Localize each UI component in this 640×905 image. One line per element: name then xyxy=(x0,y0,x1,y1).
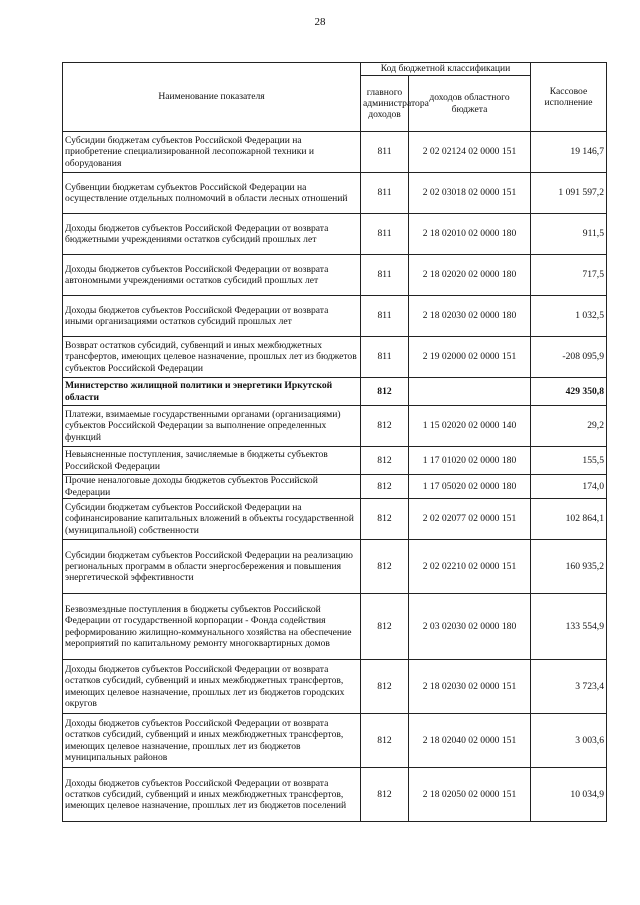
revenue-code-cell: 1 17 01020 02 0000 180 xyxy=(409,447,531,475)
revenue-code-cell: 2 02 02077 02 0000 151 xyxy=(409,499,531,540)
table-row xyxy=(63,406,607,447)
amount-cell: 1 032,5 xyxy=(531,296,607,337)
admin-code-cell: 812 xyxy=(361,714,409,768)
table-row xyxy=(63,714,607,768)
amount-cell: 717,5 xyxy=(531,255,607,296)
indicator-name-cell: Прочие неналоговые доходы бюджетов субъектов Российской Федерации xyxy=(63,475,361,499)
indicator-name-cell: Министерство жилищной политики и энергетики Иркутской области xyxy=(63,378,361,406)
admin-code-cell: 812 xyxy=(361,406,409,447)
amount-cell: 160 935,2 xyxy=(531,540,607,594)
admin-code-cell: 812 xyxy=(361,447,409,475)
indicator-name-cell: Безвозмездные поступления в бюджеты субъектов Российской Федерации от государственной корпорации - Фонда содействия реформированию жилищно-коммунального хозяйства на обеспечение мероприятий по капитальному ремонту многоквартирных домов xyxy=(63,594,361,660)
amount-cell: 102 864,1 xyxy=(531,499,607,540)
revenue-code-cell: 2 19 02000 02 0000 151 xyxy=(409,337,531,378)
revenue-code-cell: 2 02 02210 02 0000 151 xyxy=(409,540,531,594)
indicator-name-cell: Субсидии бюджетам субъектов Российской Федерации на приобретение специализированной лесопожарной техники и оборудования xyxy=(63,132,361,173)
admin-code-cell: 812 xyxy=(361,660,409,714)
table-row xyxy=(63,447,607,475)
indicator-name-cell: Субсидии бюджетам субъектов Российской Федерации на софинансирование капитальных вложений в объекты государственной (муниципальной) собственности xyxy=(63,499,361,540)
revenue-code-cell: 1 15 02020 02 0000 140 xyxy=(409,406,531,447)
amount-cell: 10 034,9 xyxy=(531,768,607,822)
admin-code-cell: 812 xyxy=(361,499,409,540)
admin-code-cell: 811 xyxy=(361,337,409,378)
admin-code-cell: 811 xyxy=(361,255,409,296)
amount-cell: 1 091 597,2 xyxy=(531,173,607,214)
admin-code-cell: 812 xyxy=(361,594,409,660)
indicator-name-cell: Доходы бюджетов субъектов Российской Федерации от возврата остатков субсидий, субвенций и иных межбюджетных трансфертов, имеющих целевое назначение, прошлых лет из бюджетов городских округов xyxy=(63,660,361,714)
revenue-code-cell: 2 18 02040 02 0000 151 xyxy=(409,714,531,768)
table-row xyxy=(63,173,607,214)
revenue-code-cell: 2 02 02124 02 0000 151 xyxy=(409,132,531,173)
admin-code-cell: 812 xyxy=(361,540,409,594)
amount-cell: 429 350,8 xyxy=(531,378,607,406)
header-revenue-code: доходов областного бюджета xyxy=(409,76,531,132)
amount-cell: 19 146,7 xyxy=(531,132,607,173)
indicator-name-cell: Доходы бюджетов субъектов Российской Федерации от возврата иными организациями остатков субсидий прошлых лет xyxy=(63,296,361,337)
revenue-code-cell: 2 02 03018 02 0000 151 xyxy=(409,173,531,214)
admin-code-cell: 812 xyxy=(361,475,409,499)
page-number: 28 xyxy=(314,16,326,28)
header-name: Наименование показателя xyxy=(63,63,361,132)
indicator-name-cell: Доходы бюджетов субъектов Российской Федерации от возврата бюджетными учреждениями остатков субсидий прошлых лет xyxy=(63,214,361,255)
amount-cell: 174,0 xyxy=(531,475,607,499)
amount-cell: 3 723,4 xyxy=(531,660,607,714)
amount-cell: -208 095,9 xyxy=(531,337,607,378)
amount-cell: 3 003,6 xyxy=(531,714,607,768)
table-row xyxy=(63,660,607,714)
indicator-name-cell: Субвенции бюджетам субъектов Российской Федерации на осуществление отдельных полномочий в области лесных отношений xyxy=(63,173,361,214)
table-body xyxy=(63,132,607,822)
indicator-name-cell: Невыясненные поступления, зачисляемые в бюджеты субъектов Российской Федерации xyxy=(63,447,361,475)
revenue-code-cell: 2 18 02010 02 0000 180 xyxy=(409,214,531,255)
budget-table xyxy=(62,62,607,822)
table-row xyxy=(63,768,607,822)
revenue-code-cell xyxy=(409,378,531,406)
admin-code-cell: 812 xyxy=(361,768,409,822)
amount-cell: 155,5 xyxy=(531,447,607,475)
amount-cell: 133 554,9 xyxy=(531,594,607,660)
revenue-code-cell: 1 17 05020 02 0000 180 xyxy=(409,475,531,499)
admin-code-cell: 811 xyxy=(361,214,409,255)
admin-code-cell: 811 xyxy=(361,296,409,337)
header-amount: Кассовое исполнение xyxy=(531,63,607,132)
revenue-code-cell: 2 18 02030 02 0000 180 xyxy=(409,296,531,337)
header-admin-code: главного администратора доходов xyxy=(361,76,409,132)
indicator-name-cell: Доходы бюджетов субъектов Российской Федерации от возврата остатков субсидий, субвенций и иных межбюджетных трансфертов, имеющих целевое назначение, прошлых лет из бюджетов муниципальных районов xyxy=(63,714,361,768)
indicator-name-cell: Платежи, взимаемые государственными органами (организациями) субъектов Российской Федерации за выполнение определенных функций xyxy=(63,406,361,447)
admin-code-cell: 811 xyxy=(361,132,409,173)
indicator-name-cell: Доходы бюджетов субъектов Российской Федерации от возврата остатков субсидий, субвенций и иных межбюджетных трансфертов, имеющих целевое назначение, прошлых лет из бюджетов поселений xyxy=(63,768,361,822)
table-row xyxy=(63,255,607,296)
table-row xyxy=(63,475,607,499)
admin-code-cell: 812 xyxy=(361,378,409,406)
revenue-code-cell: 2 18 02020 02 0000 180 xyxy=(409,255,531,296)
amount-cell: 911,5 xyxy=(531,214,607,255)
admin-code-cell: 811 xyxy=(361,173,409,214)
revenue-code-cell: 2 18 02030 02 0000 151 xyxy=(409,660,531,714)
table-header xyxy=(63,63,607,132)
revenue-code-cell: 2 18 02050 02 0000 151 xyxy=(409,768,531,822)
table-row xyxy=(63,540,607,594)
table-row xyxy=(63,132,607,173)
revenue-code-cell: 2 03 02030 02 0000 180 xyxy=(409,594,531,660)
header-classification-group: Код бюджетной классификации xyxy=(361,63,531,76)
table-row xyxy=(63,594,607,660)
table-row xyxy=(63,337,607,378)
indicator-name-cell: Возврат остатков субсидий, субвенций и иных межбюджетных трансфертов, имеющих целевое назначение, прошлых лет из бюджетов субъектов Российской Федерации xyxy=(63,337,361,378)
indicator-name-cell: Доходы бюджетов субъектов Российской Федерации от возврата автономными учреждениями остатков субсидий прошлых лет xyxy=(63,255,361,296)
table-row xyxy=(63,214,607,255)
table-row xyxy=(63,499,607,540)
table-row xyxy=(63,296,607,337)
indicator-name-cell: Субсидии бюджетам субъектов Российской Федерации на реализацию региональных программ в области энергосбережения и повышения энергетической эффективности xyxy=(63,540,361,594)
table-row xyxy=(63,378,607,406)
amount-cell: 29,2 xyxy=(531,406,607,447)
